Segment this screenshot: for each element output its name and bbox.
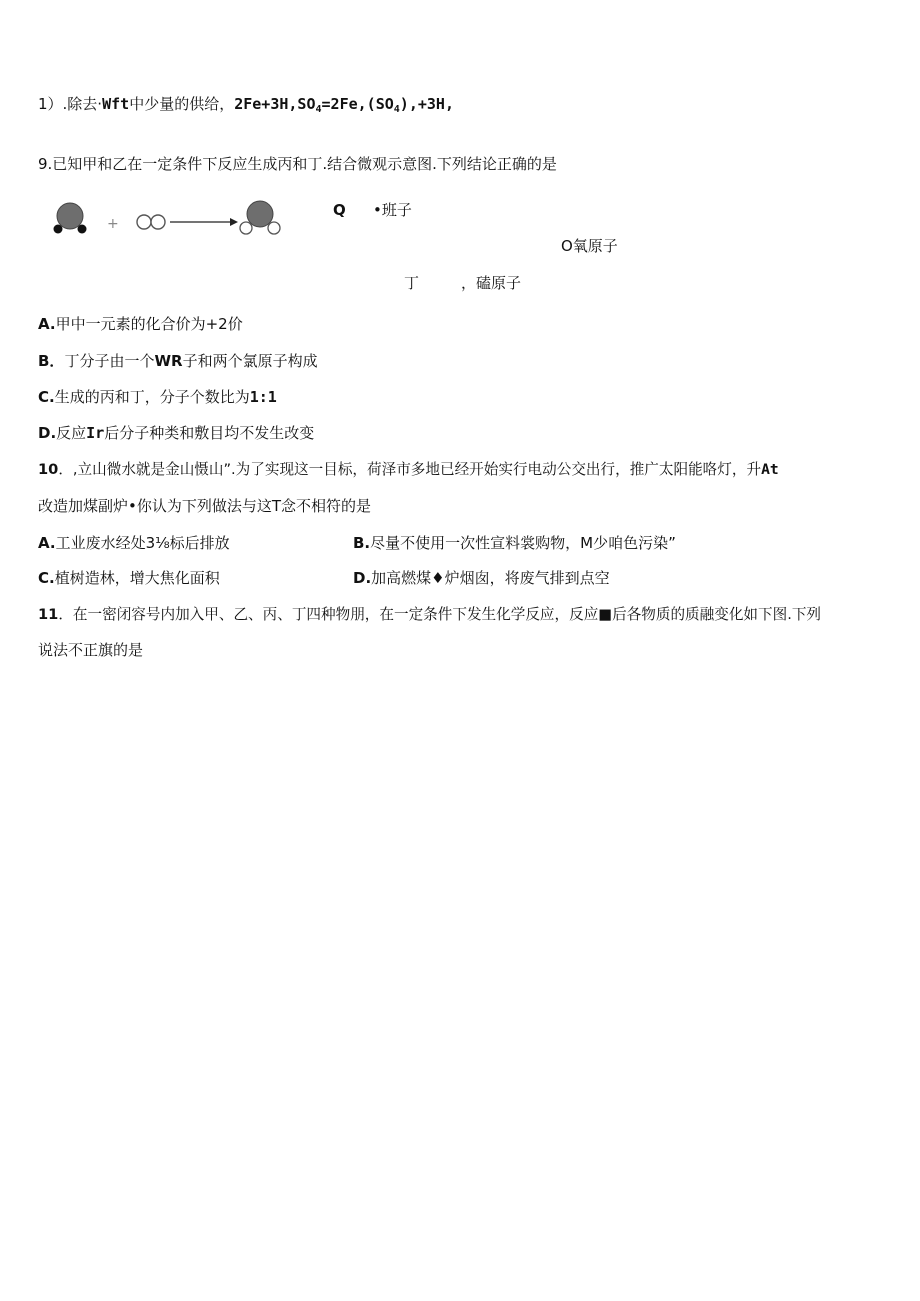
option-text: 反应 [56,424,87,442]
option-label: A. [38,315,56,333]
q8-equation-part4: +3H [417,95,445,113]
q9-option-a [38,314,243,334]
reaction-arrow [170,218,238,226]
legend-ding: 丁 [404,274,420,292]
q8-equation-part2: =2Fe [321,95,358,113]
legend-oxygen-atom: O氧原子 [561,237,618,255]
option-label: B. [353,534,371,552]
question-number: 11 [38,606,59,623]
q8-subscript-4b: 4 [393,104,400,115]
plus-sign: + [107,216,119,232]
q8-equation-so4b: (SO [366,95,394,113]
question-number: 10 [38,461,59,478]
option-text: 加高燃煤♦炉烟囱，将废气排到点空 [371,569,610,587]
q9-stem: 9.已知甲和乙在一定条件下反应生成丙和丁.结合微观示意图.下列结论正确的是 [38,155,557,173]
q10-option-c [38,568,220,588]
q8-equation-part3: ) [399,95,409,113]
option-label: B． [38,352,65,370]
legend-q: Q [333,201,346,219]
option-text: 丁分子由一个 [64,352,155,370]
q8-line: 1）.除去·Wft中少量的供给，$2Fe+3H,SO_4=2Fe,(SO_4),+3H$, [38,95,454,115]
q9-option-b [38,351,318,371]
q10-stem-line2: 改造加煤副炉•你认为下列做法与这T念不相符的是 [38,497,372,515]
option-label: A. [38,534,56,552]
q9-option-c [38,387,277,407]
q10-option-a [38,533,230,553]
q10-stem-line1 [38,460,779,480]
legend-atom-1: •班子 [373,201,412,219]
question-bold-fragment: At [761,461,779,478]
q11-stem-line1 [38,605,821,625]
q10-option-b [353,533,676,553]
option-text-2: 后分子种类和敷目均不发生改变 [104,424,315,442]
option-text: 工业废水经处3⅛标后排放 [55,534,230,552]
option-bold-fragment: Ir [86,424,105,442]
q8-bold-fragment: Wft [102,95,130,113]
question-text: ．,立山微水就是金山慑山”.为了实现这一目标，荷泽市多地已经开始实行电动公交出行，推广太阳能咯灯，升 [58,461,762,478]
option-label: D. [38,424,57,442]
reaction-diagram [48,192,298,248]
option-label: D. [353,569,372,587]
q8-prefix: 1）.除去· [38,95,103,113]
molecule-jia [54,203,87,234]
option-bold-fragment: WR [154,352,183,370]
option-text: 植树造林，增大焦化面积 [54,569,220,587]
molecule-bing [240,201,280,234]
option-label: C. [38,388,55,406]
option-text: 生成的丙和丁，分子个数比为 [54,388,250,406]
q8-text: 中少量的供给， [129,95,235,113]
q10-option-d [353,568,610,588]
option-ratio: 1:1 [249,388,277,406]
molecule-yi [137,215,165,229]
option-text: 甲中一元素的化合价为+2价 [55,315,243,333]
q8-equation-part5: , [444,95,454,113]
question-text: ．在一密闭容号内加入甲、乙、丙、丁四种物朋，在一定条件下发生化学反应，反应■后各物质的质融变化如下图.下列 [58,606,822,623]
option-text: 尽量不使用一次性宣料裳购物，M少咱色污染” [370,534,676,552]
q8-equation-so4: SO [297,95,316,113]
q8-equation-part1: 2Fe+3H [234,95,289,113]
q11-stem-line2: 说法不正旗的是 [38,641,144,659]
option-text-2: 子和两个氯原子构成 [182,352,318,370]
option-label: C. [38,569,55,587]
q9-option-d [38,423,314,443]
q8-subscript-4a: 4 [315,104,322,115]
legend-atom-3: ，磕原子 [461,274,522,292]
